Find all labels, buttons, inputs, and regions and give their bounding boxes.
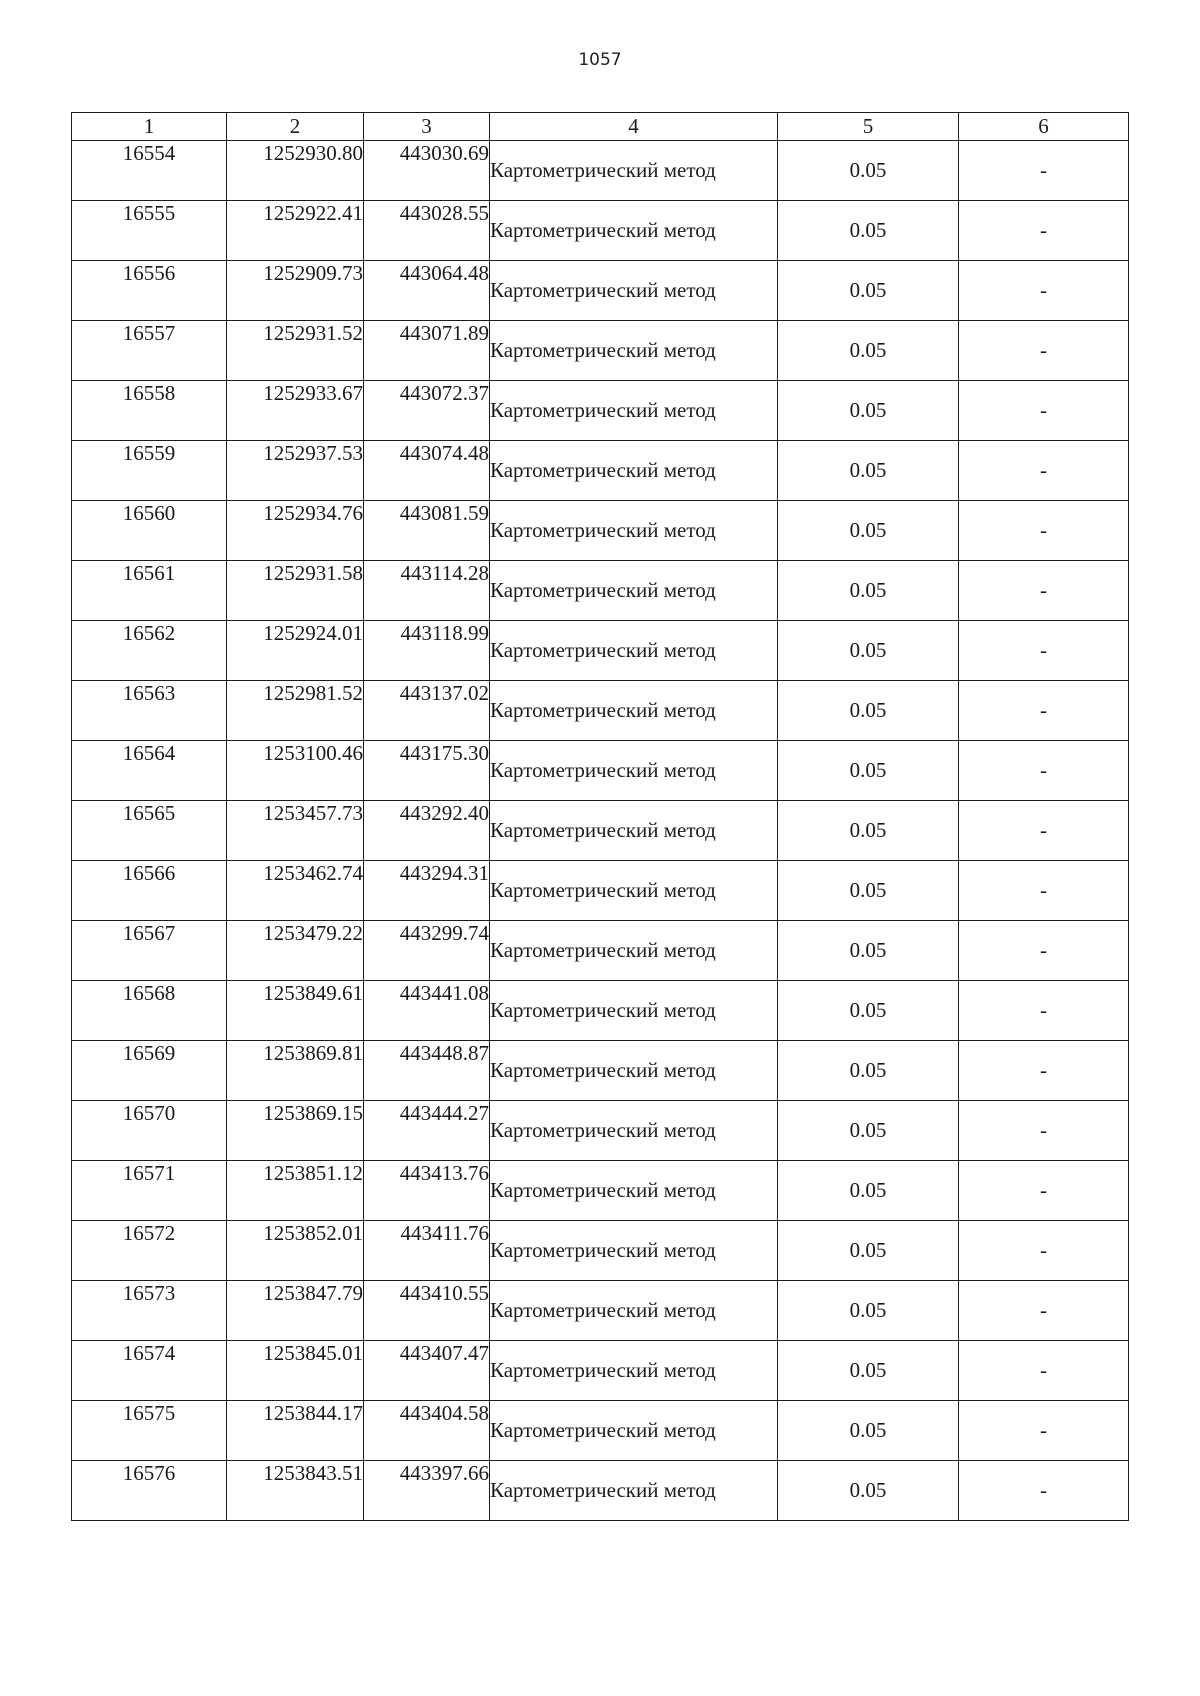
method-cell: Картометрический метод [490,1221,778,1281]
y-coordinate-cell: 443114.28 [364,561,490,621]
note-cell: - [959,1101,1129,1161]
point-number-cell: 16558 [72,381,227,441]
accuracy-cell: 0.05 [778,1041,959,1101]
method-cell: Картометрический метод [490,681,778,741]
y-coordinate-cell: 443441.08 [364,981,490,1041]
table-row [72,981,1129,1041]
x-coordinate-cell: 1252924.01 [227,621,364,681]
method-cell: Картометрический метод [490,561,778,621]
method-cell: Картометрический метод [490,861,778,921]
x-coordinate-cell: 1253849.61 [227,981,364,1041]
point-number-cell: 16573 [72,1281,227,1341]
y-coordinate-cell: 443292.40 [364,801,490,861]
accuracy-cell: 0.05 [778,621,959,681]
y-coordinate-cell: 443413.76 [364,1161,490,1221]
accuracy-cell: 0.05 [778,1461,959,1521]
point-number-cell: 16561 [72,561,227,621]
point-number-cell: 16571 [72,1161,227,1221]
y-coordinate-cell: 443407.47 [364,1341,490,1401]
method-cell: Картометрический метод [490,261,778,321]
accuracy-cell: 0.05 [778,201,959,261]
point-number-cell: 16576 [72,1461,227,1521]
coordinates-table [71,112,1129,1521]
accuracy-cell: 0.05 [778,801,959,861]
note-cell: - [959,1161,1129,1221]
point-number-cell: 16560 [72,501,227,561]
accuracy-cell: 0.05 [778,1401,959,1461]
note-cell: - [959,321,1129,381]
method-cell: Картометрический метод [490,1161,778,1221]
accuracy-cell: 0.05 [778,1161,959,1221]
note-cell: - [959,1041,1129,1101]
y-coordinate-cell: 443071.89 [364,321,490,381]
accuracy-cell: 0.05 [778,501,959,561]
accuracy-cell: 0.05 [778,681,959,741]
header-col-6: 6 [959,113,1129,141]
method-cell: Картометрический метод [490,801,778,861]
table-row [72,1041,1129,1101]
method-cell: Картометрический метод [490,381,778,441]
y-coordinate-cell: 443072.37 [364,381,490,441]
y-coordinate-cell: 443074.48 [364,441,490,501]
point-number-cell: 16559 [72,441,227,501]
y-coordinate-cell: 443299.74 [364,921,490,981]
header-col-3: 3 [364,113,490,141]
table-row [72,621,1129,681]
table-row [72,561,1129,621]
header-col-4: 4 [490,113,778,141]
accuracy-cell: 0.05 [778,561,959,621]
page-number: 1057 [578,50,622,70]
table-row [72,801,1129,861]
table-row [72,321,1129,381]
y-coordinate-cell: 443175.30 [364,741,490,801]
header-col-5: 5 [778,113,959,141]
table-body [72,141,1129,1521]
y-coordinate-cell: 443118.99 [364,621,490,681]
method-cell: Картометрический метод [490,741,778,801]
point-number-cell: 16557 [72,321,227,381]
x-coordinate-cell: 1253479.22 [227,921,364,981]
note-cell: - [959,441,1129,501]
method-cell: Картометрический метод [490,1341,778,1401]
method-cell: Картометрический метод [490,441,778,501]
point-number-cell: 16556 [72,261,227,321]
accuracy-cell: 0.05 [778,1221,959,1281]
accuracy-cell: 0.05 [778,981,959,1041]
x-coordinate-cell: 1252937.53 [227,441,364,501]
x-coordinate-cell: 1253457.73 [227,801,364,861]
x-coordinate-cell: 1252981.52 [227,681,364,741]
note-cell: - [959,261,1129,321]
point-number-cell: 16555 [72,201,227,261]
y-coordinate-cell: 443411.76 [364,1221,490,1281]
table-row [72,141,1129,201]
table-row [72,1401,1129,1461]
x-coordinate-cell: 1252931.52 [227,321,364,381]
accuracy-cell: 0.05 [778,1341,959,1401]
y-coordinate-cell: 443448.87 [364,1041,490,1101]
note-cell: - [959,1281,1129,1341]
method-cell: Картометрический метод [490,1041,778,1101]
y-coordinate-cell: 443404.58 [364,1401,490,1461]
point-number-cell: 16563 [72,681,227,741]
x-coordinate-cell: 1253869.15 [227,1101,364,1161]
note-cell: - [959,921,1129,981]
method-cell: Картометрический метод [490,1101,778,1161]
point-number-cell: 16569 [72,1041,227,1101]
note-cell: - [959,201,1129,261]
accuracy-cell: 0.05 [778,141,959,201]
note-cell: - [959,1221,1129,1281]
note-cell: - [959,741,1129,801]
y-coordinate-cell: 443064.48 [364,261,490,321]
x-coordinate-cell: 1252933.67 [227,381,364,441]
method-cell: Картометрический метод [490,921,778,981]
table-row [72,381,1129,441]
table-row [72,1101,1129,1161]
accuracy-cell: 0.05 [778,441,959,501]
method-cell: Картометрический метод [490,141,778,201]
y-coordinate-cell: 443397.66 [364,1461,490,1521]
x-coordinate-cell: 1253847.79 [227,1281,364,1341]
header-col-1: 1 [72,113,227,141]
table-row [72,1161,1129,1221]
header-row [72,113,1129,141]
table-row [72,501,1129,561]
x-coordinate-cell: 1253844.17 [227,1401,364,1461]
table-row [72,1341,1129,1401]
note-cell: - [959,801,1129,861]
table-row [72,921,1129,981]
point-number-cell: 16554 [72,141,227,201]
x-coordinate-cell: 1252930.80 [227,141,364,201]
table-row [72,201,1129,261]
note-cell: - [959,981,1129,1041]
method-cell: Картометрический метод [490,1461,778,1521]
note-cell: - [959,141,1129,201]
method-cell: Картометрический метод [490,321,778,381]
accuracy-cell: 0.05 [778,861,959,921]
y-coordinate-cell: 443294.31 [364,861,490,921]
x-coordinate-cell: 1253462.74 [227,861,364,921]
x-coordinate-cell: 1253851.12 [227,1161,364,1221]
point-number-cell: 16568 [72,981,227,1041]
accuracy-cell: 0.05 [778,261,959,321]
method-cell: Картометрический метод [490,1401,778,1461]
x-coordinate-cell: 1252922.41 [227,201,364,261]
accuracy-cell: 0.05 [778,1101,959,1161]
note-cell: - [959,381,1129,441]
note-cell: - [959,681,1129,741]
x-coordinate-cell: 1253852.01 [227,1221,364,1281]
table-row [72,1281,1129,1341]
method-cell: Картометрический метод [490,1281,778,1341]
method-cell: Картометрический метод [490,501,778,561]
y-coordinate-cell: 443137.02 [364,681,490,741]
x-coordinate-cell: 1253869.81 [227,1041,364,1101]
method-cell: Картометрический метод [490,981,778,1041]
x-coordinate-cell: 1252909.73 [227,261,364,321]
y-coordinate-cell: 443030.69 [364,141,490,201]
table-row [72,741,1129,801]
point-number-cell: 16565 [72,801,227,861]
y-coordinate-cell: 443081.59 [364,501,490,561]
x-coordinate-cell: 1253100.46 [227,741,364,801]
y-coordinate-cell: 443410.55 [364,1281,490,1341]
method-cell: Картометрический метод [490,201,778,261]
point-number-cell: 16570 [72,1101,227,1161]
note-cell: - [959,1461,1129,1521]
table-header [72,113,1129,141]
note-cell: - [959,861,1129,921]
point-number-cell: 16572 [72,1221,227,1281]
x-coordinate-cell: 1252931.58 [227,561,364,621]
point-number-cell: 16564 [72,741,227,801]
y-coordinate-cell: 443444.27 [364,1101,490,1161]
table-row [72,1461,1129,1521]
note-cell: - [959,561,1129,621]
accuracy-cell: 0.05 [778,741,959,801]
point-number-cell: 16566 [72,861,227,921]
point-number-cell: 16574 [72,1341,227,1401]
x-coordinate-cell: 1252934.76 [227,501,364,561]
point-number-cell: 16562 [72,621,227,681]
note-cell: - [959,501,1129,561]
table-row [72,261,1129,321]
table-row [72,1221,1129,1281]
method-cell: Картометрический метод [490,621,778,681]
accuracy-cell: 0.05 [778,321,959,381]
header-col-2: 2 [227,113,364,141]
note-cell: - [959,1401,1129,1461]
table-row [72,441,1129,501]
x-coordinate-cell: 1253845.01 [227,1341,364,1401]
accuracy-cell: 0.05 [778,381,959,441]
y-coordinate-cell: 443028.55 [364,201,490,261]
point-number-cell: 16575 [72,1401,227,1461]
table-row [72,681,1129,741]
table-row [72,861,1129,921]
accuracy-cell: 0.05 [778,921,959,981]
note-cell: - [959,621,1129,681]
point-number-cell: 16567 [72,921,227,981]
accuracy-cell: 0.05 [778,1281,959,1341]
x-coordinate-cell: 1253843.51 [227,1461,364,1521]
note-cell: - [959,1341,1129,1401]
